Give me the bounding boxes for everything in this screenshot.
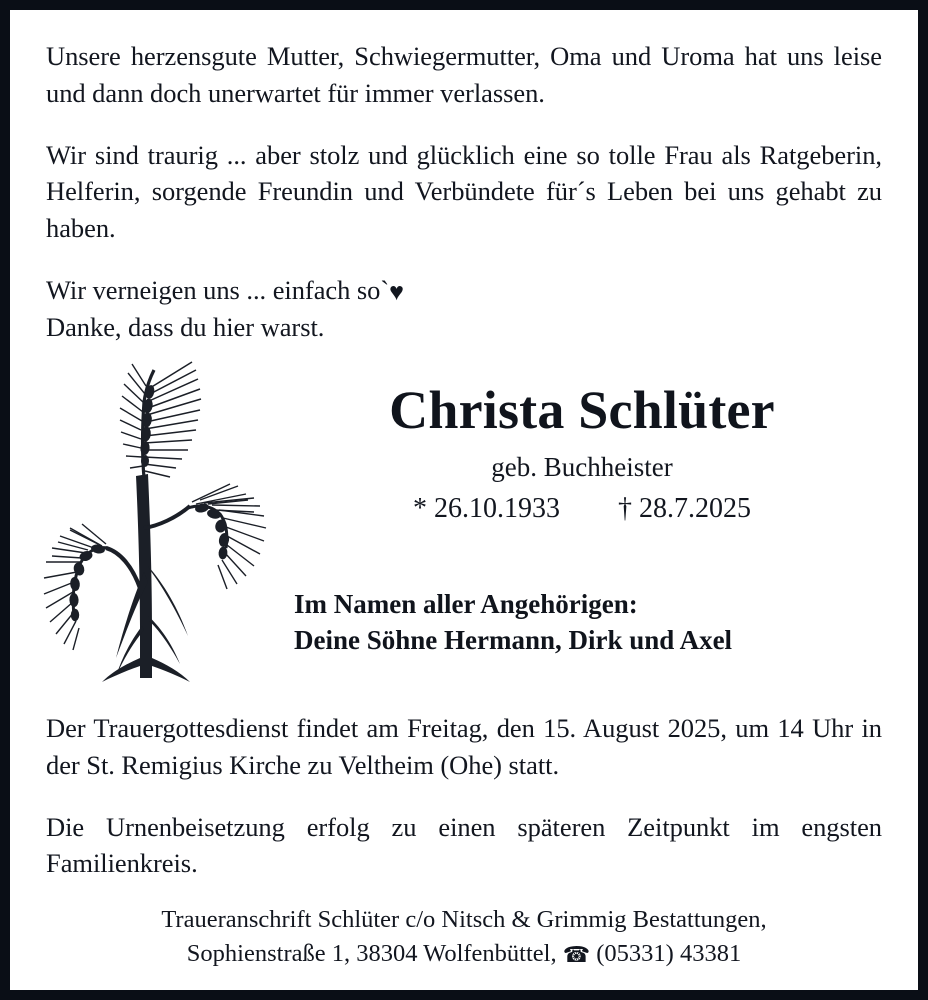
birth-symbol: * bbox=[413, 492, 427, 524]
death-symbol: † bbox=[618, 492, 632, 524]
family-block bbox=[294, 587, 892, 658]
maiden-name: geb. Buchheister bbox=[491, 452, 673, 483]
footer-street-city: Sophienstraße 1, 38304 Wolfenbüttel, bbox=[186, 940, 557, 968]
wheat-ears-icon bbox=[40, 358, 270, 688]
notice-content-area bbox=[10, 10, 918, 990]
deceased-name: Christa Schlüter bbox=[389, 380, 775, 440]
birth-date: 26.10.1933 bbox=[434, 492, 560, 524]
footer-phone-number: (05331) 43381 bbox=[596, 940, 742, 968]
intro-paragraph-3 bbox=[46, 272, 882, 346]
heart-icon: ♥ bbox=[389, 279, 404, 307]
footer-address-line-2 bbox=[46, 937, 882, 971]
intro-paragraph-1: Unsere herzensgute Mutter, Schwiegermutter, Oma und Uroma hat uns leise und dann doch unerwartet für immer verlassen. bbox=[46, 41, 882, 108]
death-date: 28.7.2025 bbox=[639, 492, 751, 524]
life-dates bbox=[272, 492, 892, 526]
intro-paragraph-3-line-2: Danke, dass du hier warst. bbox=[46, 311, 325, 342]
family-names: Deine Söhne Hermann, Dirk und Axel bbox=[294, 624, 733, 655]
memorial-block bbox=[10, 340, 918, 700]
footer-address-line-1: Traueranschrift Schlüter c/o Nitsch & Grimmig Bestattungen, bbox=[161, 906, 767, 933]
family-heading: Im Namen aller Angehörigen: bbox=[294, 589, 638, 620]
burial-paragraph: Die Urnenbeisetzung erfolg zu einen späteren Zeitpunkt im engsten Familienkreis. bbox=[46, 811, 882, 879]
name-column bbox=[272, 340, 892, 658]
footer-address-block bbox=[46, 903, 882, 972]
intro-paragraph-3-line-1: Wir verneigen uns ... einfach so` bbox=[46, 275, 390, 306]
telephone-icon: ☎ bbox=[562, 942, 591, 968]
intro-text-block bbox=[46, 38, 882, 346]
intro-paragraph-2: Wir sind traurig ... aber stolz und glücklich eine so tolle Frau als Ratgeberin, Helferin, sorgende Freundin und Verbündete für´s Leben bei uns gehabt zu haben. bbox=[46, 139, 882, 244]
closing-text-block bbox=[46, 710, 882, 907]
service-paragraph: Der Trauergottesdienst findet am Freitag, den 15. August 2025, um 14 Uhr in der St. Remigius Kirche zu Veltheim (Ohe) statt. bbox=[46, 713, 882, 780]
